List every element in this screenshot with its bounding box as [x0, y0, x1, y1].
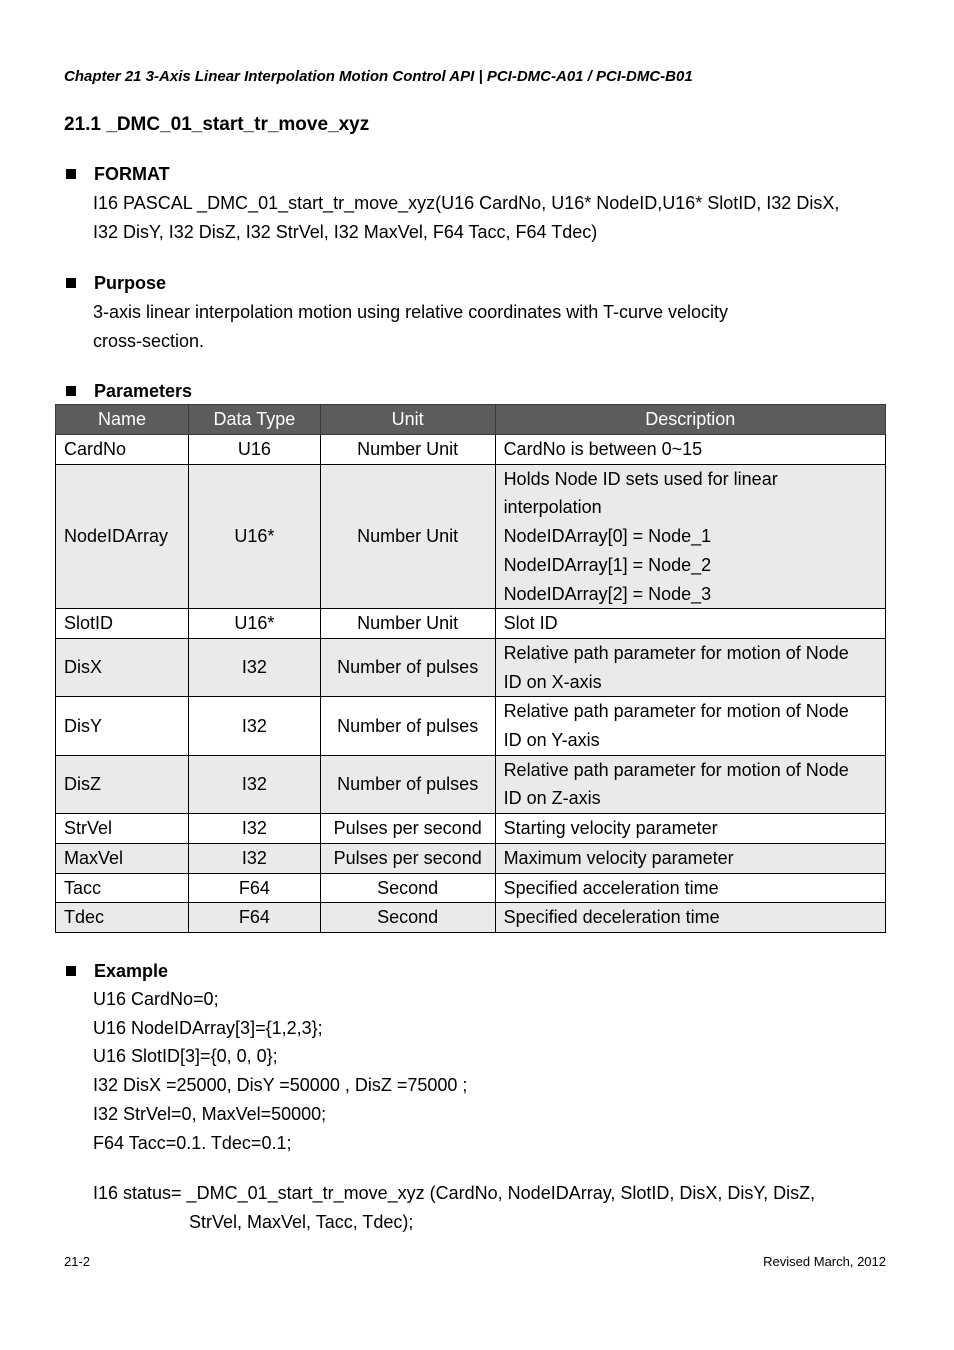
section-title: 21.1 _DMC_01_start_tr_move_xyz	[64, 114, 370, 135]
table-row	[56, 843, 886, 873]
table-row	[56, 903, 886, 933]
format-line: I16 PASCAL _DMC_01_start_tr_move_xyz(U16 CardNo, U16* NodeID,U16* SlotID, I32 DisX,	[93, 193, 840, 213]
desc-line: ID on Y-axis	[503, 730, 600, 751]
desc-line: Slot ID	[503, 613, 558, 634]
param-desc	[495, 843, 885, 873]
desc-line: NodeIDArray[1] = Node_2	[503, 554, 712, 575]
param-type: I32	[188, 755, 320, 813]
param-name: DisX	[56, 638, 189, 696]
bullet-square-icon	[66, 169, 76, 179]
parameters-heading: Parameters	[94, 381, 193, 401]
param-name: Tdec	[56, 903, 189, 933]
param-unit: Number Unit	[320, 435, 495, 465]
purpose-heading: Purpose	[94, 273, 167, 293]
param-desc	[495, 814, 885, 844]
param-name: DisY	[56, 697, 189, 755]
page-number: 21-2	[64, 1254, 91, 1269]
running-header: Chapter 21 3-Axis Linear Interpolation Motion Control API | PCI-DMC-A01 / PCI-DMC-B01	[64, 68, 693, 85]
param-desc	[495, 609, 885, 639]
example-heading: Example	[94, 961, 169, 981]
param-type: U16*	[188, 464, 320, 609]
param-name: SlotID	[56, 609, 189, 639]
desc-line: Maximum velocity parameter	[503, 847, 734, 868]
desc-line: ID on X-axis	[503, 671, 602, 692]
param-name: CardNo	[56, 435, 189, 465]
table-header-row	[56, 405, 886, 435]
desc-line: CardNo is between 0~15	[503, 439, 703, 459]
table-row	[56, 697, 886, 755]
desc-line: Holds Node ID sets used for linear	[503, 468, 778, 489]
param-name: NodeIDArray	[56, 464, 189, 609]
param-unit: Second	[320, 873, 495, 903]
example-code-line: U16 NodeIDArray[3]={1,2,3};	[93, 1017, 323, 1038]
table-row	[56, 755, 886, 813]
example-code-line: I32 StrVel=0, MaxVel=50000;	[93, 1103, 327, 1124]
param-name: Tacc	[56, 873, 189, 903]
param-unit: Number of pulses	[320, 697, 495, 755]
param-name: DisZ	[56, 755, 189, 813]
table-row	[56, 609, 886, 639]
format-line: I32 DisY, I32 DisZ, I32 StrVel, I32 MaxVel, F64 Tacc, F64 Tdec)	[93, 222, 598, 242]
example-code-line: U16 SlotID[3]={0, 0, 0};	[93, 1046, 278, 1067]
param-type: I32	[188, 814, 320, 844]
parameters-section	[64, 378, 904, 404]
bullet-square-icon	[66, 966, 76, 976]
parameters-table	[55, 404, 886, 933]
param-unit: Second	[320, 903, 495, 933]
param-type: I32	[188, 638, 320, 696]
table-row	[56, 873, 886, 903]
column-header: Name	[56, 405, 189, 435]
param-desc	[495, 903, 885, 933]
column-header: Description	[495, 405, 885, 435]
param-name: MaxVel	[56, 843, 189, 873]
param-desc	[495, 755, 885, 813]
param-type: U16	[188, 435, 320, 465]
example-call-line: I16 status= _DMC_01_start_tr_move_xyz (CardNo, NodeIDArray, SlotID, DisX, DisY, DisZ,	[93, 1183, 816, 1204]
example-code-line: U16 CardNo=0;	[93, 989, 219, 1009]
param-unit: Pulses per second	[320, 843, 495, 873]
table-row	[56, 638, 886, 696]
example-code-line: I32 DisX =25000, DisY =50000 , DisZ =75000 ;	[93, 1075, 468, 1096]
param-type: I32	[188, 697, 320, 755]
param-type: I32	[188, 843, 320, 873]
desc-line: interpolation	[503, 497, 602, 518]
param-name: StrVel	[56, 814, 189, 844]
param-unit: Number of pulses	[320, 755, 495, 813]
desc-line: ID on Z-axis	[503, 788, 601, 809]
param-type: U16*	[188, 609, 320, 639]
desc-line: Specified acceleration time	[503, 877, 719, 898]
desc-line: NodeIDArray[0] = Node_1	[503, 526, 712, 547]
purpose-section	[64, 270, 904, 356]
param-desc	[495, 464, 885, 609]
column-header: Data Type	[188, 405, 320, 435]
table-row	[56, 814, 886, 844]
param-desc	[495, 697, 885, 755]
param-unit: Number Unit	[320, 609, 495, 639]
param-desc	[495, 638, 885, 696]
table-row	[56, 435, 886, 465]
desc-line: Specified deceleration time	[503, 907, 720, 928]
example-section	[64, 958, 904, 1237]
param-type: F64	[188, 873, 320, 903]
format-heading: FORMAT	[94, 164, 170, 184]
example-code-line: F64 Tacc=0.1. Tdec=0.1;	[93, 1132, 292, 1153]
desc-line: Relative path parameter for motion of Node	[503, 759, 849, 780]
param-desc	[495, 435, 885, 465]
revision-date: Revised March, 2012	[763, 1254, 886, 1269]
purpose-line: 3-axis linear interpolation motion using relative coordinates with T-curve velocity	[93, 302, 728, 322]
bullet-square-icon	[66, 386, 76, 396]
format-section	[64, 161, 904, 247]
param-unit: Number of pulses	[320, 638, 495, 696]
param-desc	[495, 873, 885, 903]
bullet-square-icon	[66, 278, 76, 288]
desc-line: NodeIDArray[2] = Node_3	[503, 583, 712, 604]
column-header: Unit	[320, 405, 495, 435]
desc-line: Starting velocity parameter	[503, 818, 718, 839]
desc-line: Relative path parameter for motion of Node	[503, 642, 849, 663]
param-unit: Number Unit	[320, 464, 495, 609]
purpose-line: cross-section.	[93, 331, 205, 351]
table-row	[56, 464, 886, 609]
example-call-line: StrVel, MaxVel, Tacc, Tdec);	[189, 1211, 414, 1232]
desc-line: Relative path parameter for motion of Node	[503, 701, 849, 722]
param-type: F64	[188, 903, 320, 933]
param-unit: Pulses per second	[320, 814, 495, 844]
